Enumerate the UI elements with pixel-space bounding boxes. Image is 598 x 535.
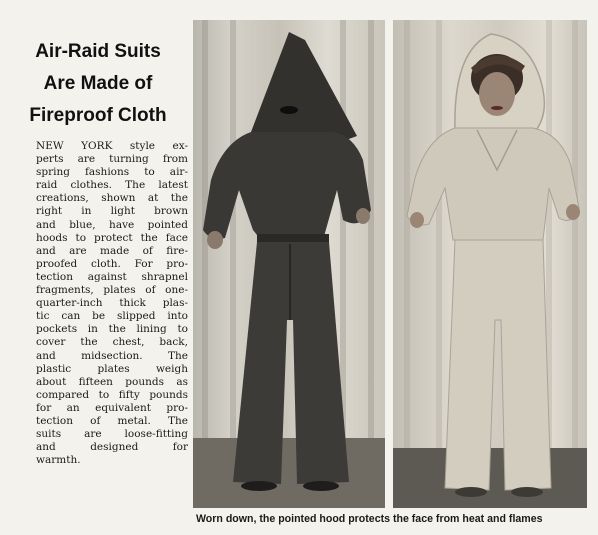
body-line: compared to fifty pounds [36,388,188,401]
body-line: creations, shown at the [36,192,188,205]
body-line: and blue, have pointed [36,218,188,231]
body-line: and midsection. The [36,349,188,362]
body-line: fragments, plates of one- [36,284,188,297]
body-line: spring fashions to air- [36,166,188,179]
dark-suit-figure [193,20,385,508]
photo-light-suit [393,20,587,508]
photo-dark-suit [193,20,385,508]
headline-line-3: Fireproof Cloth [29,105,167,126]
body-line: pockets in the lining to [36,323,188,336]
body-line: tection of metal. The [36,414,188,427]
body-line: cover the chest, back, [36,336,188,349]
body-line: raid clothes. The latest [36,179,188,192]
body-line: tic can be slipped into [36,310,188,323]
body-line: and are made of fire- [36,244,188,257]
headline-line-2: Are Made of [43,73,153,94]
body-line: NEW YORK style ex- [36,140,188,152]
body-line: warmth. [36,454,81,467]
body-line: suits are loose-fitting [36,428,188,441]
body-line: hoods to protect the face [36,231,188,244]
body-line: proofed cloth. For pro- [36,257,188,270]
article-body [36,140,188,467]
body-line: about fifteen pounds as [36,375,188,388]
body-line: plastic plates weigh [36,362,188,375]
body-line: and designed for [36,441,188,454]
article-headline [8,36,188,132]
headline-line-1: Air-Raid Suits [35,41,161,62]
body-line: tection against shrapnel [36,270,188,283]
light-suit-figure [393,20,587,508]
body-line: right in light brown [36,205,188,218]
floor [193,438,385,508]
body-line: quarter-inch thick plas- [36,297,188,310]
article-column [0,0,192,500]
photo-caption: Worn down, the pointed hood protects the face from heat and flames [196,513,543,525]
hood-eye-slit [280,106,298,114]
body-line: for an equivalent pro- [36,401,188,414]
body-line: perts are turning from [36,153,188,166]
